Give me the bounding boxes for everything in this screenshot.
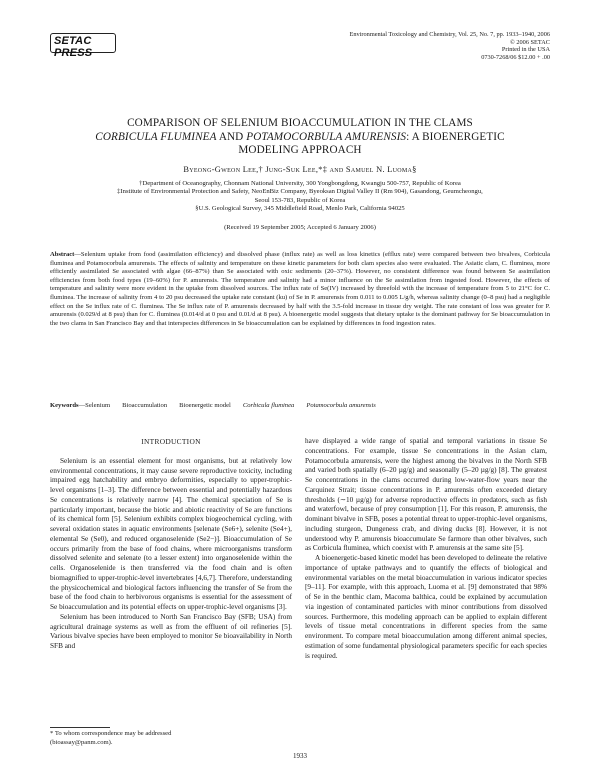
intro-paragraph-4: A bioenergetic-based kinetic model has been developed to delineate the relative importance of uptake pathways and to quantify the effects of biological and environmental variables on the metal bioaccumulation in various indicator species [9–11]. For example, with this approach, Luoma et al. [9] demonstrated that 98% of Se in the benthic clam, Macoma balthica, could be explained by accumulation via ingestion of contaminated particles with minor contributions from dissolved sources. Furthermore, this modeling approach can be applied to explain different levels of tissue metal concentrations in different species from the same environment. To compare metal bioaccumulation among different animal species, estimation of some fundamental physiological parameters specific for each species is required.	[305, 554, 547, 660]
title-species-a: CORBICULA FLUMINEA	[95, 130, 217, 143]
title-line-2-tail: : A BIOENERGETIC	[406, 130, 505, 143]
left-column	[50, 437, 292, 652]
footnote-divider	[50, 727, 110, 728]
intro-paragraph-3: have displayed a wide range of spatial and temporal variations in tissue Se concentrations. For example, tissue Se concentrations in the Asian clam, Potamocorbula amurensis, were the highest among the bivalves in the North SFB and varied both spatially (6–20 µg/g) and seasonally (5–20 µg/g) [8]. The greatest Se concentrations in the clams occurred during low-water-flow years near the Carquinez Strait; tissue concentrations in P. amurensis often exceeded dietary thresholds (∼10 µg/g) for adverse reproductive effects in predators, such as fish and waterfowl, because of prey consumption [1]. For this reason, P. amurensis, the dominant bivalve in SFB, poses a potential threat to upper-trophic-level organisms, including sturgeon, Dungeness crab, and diving ducks [8]. However, it is not understood why P. amurensis bioaccumulate Se farmore than other bivalves, such as Corbicula fluminea, which coexist with P. amurensis at the same site [5].	[305, 437, 547, 553]
footnote-line-1: * To whom correspondence may be addressed	[50, 730, 172, 737]
received-dates: (Received 19 September 2005; Accepted 6 January 2006)	[224, 224, 376, 231]
journal-citation	[250, 31, 550, 61]
author-list: Byeong-Gweon Lee,† Jung-Suk Lee,*‡ and Samuel N. Luoma§	[183, 165, 417, 174]
keyword-2: Bioaccumulation	[122, 402, 168, 409]
keywords	[50, 402, 550, 409]
keyword-5: Potamocorbula amurensis	[306, 402, 376, 409]
page-number: 1933	[293, 752, 307, 760]
keyword-4: Corbicula fluminea	[242, 402, 295, 409]
setac-press-logo	[50, 33, 116, 59]
affiliation-2: ‡Institute of Environmental Protection and Safety, NeoEnBiz Company, Byeoksan Digital Valley II (Rm 904), Gasandong, Geumcheongu,	[117, 188, 483, 196]
title-line-1: COMPARISON OF SELENIUM BIOACCUMULATION IN THE CLAMS	[127, 117, 473, 129]
abstract-text: —Selenium uptake from food (assimilation efficiency) and dissolved phase (influx rate) as well as loss kinetics (efflux rate) were compared between two bivalves, Corbicula fluminea and Potamocorbula amurensis. The effects of salinity and temperature on these kinetic parameters for both clam species also were evaluated. The Asiatic clam, C. fluminea, more efficiently assimilated Se associated with algae (66–87%) than Se associated with oxic sediments (20–37%). However, no consistent difference was found between Se assimilation efficiencies from both food types (19–60%) for P. amurensis. The temperature and salinity had a minor influence on the Se assimilation from ingested food. However, the effects of temperature and salinity were more evident in the uptake from dissolved sources. The influx rate of Se(IV) increased by threefold with the increase of temperature from 5 to 21°C for C. fluminea. The increase of salinity from 4 to 20 psu decreased the uptake rate constant (ku) of Se in P. amurensis from 0.011 to 0.005 L/g/h, whereas salinity change (0–8 psu) had a negligible effect on the Se influx rate of C. fluminea. The Se influx rate of P. amurensis decreased by half with the 3.5-fold increase in tissue dry weight. The rate constant of loss was greater for P. amurensis (0.029/d at 8 psu) than for C. fluminea (0.014/d at 0 psu and 0.01/d at 8 psu). A bioenergetic model suggests that dietary uptake is the dominant pathway for Se bioaccumulation in the two clams in San Francisco Bay and that interspecies differences in Se bioaccumulation can be explained by differences in food ingestion rates.	[50, 251, 550, 327]
footnote-email: (bioassay@panm.com).	[50, 738, 113, 746]
logo-text: SETAC PRESS	[54, 35, 93, 59]
affiliation-1: †Department of Oceanography, Chonnam National University, 300 Yongbongdong, Kwangju 500-757, Republic of Korea	[139, 180, 461, 187]
journal-citation-line: Environmental Toxicology and Chemistry, Vol. 25, No. 7, pp. 1933–1940, 2006	[349, 31, 550, 38]
abstract-label: Abstract	[50, 251, 75, 258]
correspondence-footnote	[50, 730, 292, 747]
section-heading-introduction: INTRODUCTION	[141, 437, 201, 446]
title-line-3: MODELING APPROACH	[238, 144, 362, 156]
title-line-2	[60, 131, 540, 145]
intro-paragraph-2: Selenium has been introduced to North San Francisco Bay (SFB; USA) from agricultural drainage systems as well as from the effluent of oil refineries [5]. Various bivalve species have been employed to monitor Se bioavailability in North SFB and	[50, 612, 292, 650]
affiliations	[55, 180, 545, 214]
title-and: AND	[216, 130, 247, 143]
right-column	[305, 437, 547, 661]
affiliation-3: §U.S. Geological Survey, 345 Middlefield Road, Menlo Park, California 94025	[195, 205, 405, 213]
journal-copyright: © 2006 SETAC	[510, 38, 550, 46]
title-species-b: POTAMOCORBULA AMURENSIS	[246, 130, 407, 143]
journal-printed: Printed in the USA	[501, 46, 550, 54]
keywords-label: Keywords	[50, 402, 79, 409]
keyword-1: —Selenium	[78, 402, 111, 409]
abstract	[50, 251, 550, 328]
article-title	[60, 117, 540, 158]
keyword-3: Bioenergetic model	[179, 402, 231, 409]
affiliation-2-cont: Seoul 153-783, Republic of Korea	[254, 196, 346, 204]
journal-issn: 0730-7268/06 $12.00 + .00	[481, 53, 550, 61]
intro-paragraph-1: Selenium is an essential element for most organisms, but at relatively low environmental concentrations, it may cause severe reproductive toxicity, including impaired egg hatchability and embryo deformities, especially to upper-trophic-level organisms [1–3]. The difference between essential and potentially hazardous Se concentrations is relatively narrow [4]. The chemical speciation of Se is particularly important, because the biotic and abiotic reactivity of Se are functions of its chemical form [5]. Selenium exhibits complex biogeochemical cycling, with several oxidation states in aquatic environments [selenate (Se6+), selenite (Se4+), elemental Se (Se0), and reduced organoselenide (Se2−)]. Bioaccumulation of Se occurs primarily from the base of food chains, where microorganisms transform dissolved selenite and selenate (to a lesser extent) into organoselenide within the cells. Organoselenide is then transferred via the food chain and is often biomagnified to upper-trophic-level invertebrates [4,6,7]. Therefore, understanding the physicochemical and biological factors influencing the transfer of Se from the base of the food chain to herbivorous organisms is essential for the assessment of Se bioaccumulation and its potential effects on upper-trophic-level organisms [3].	[50, 456, 292, 611]
